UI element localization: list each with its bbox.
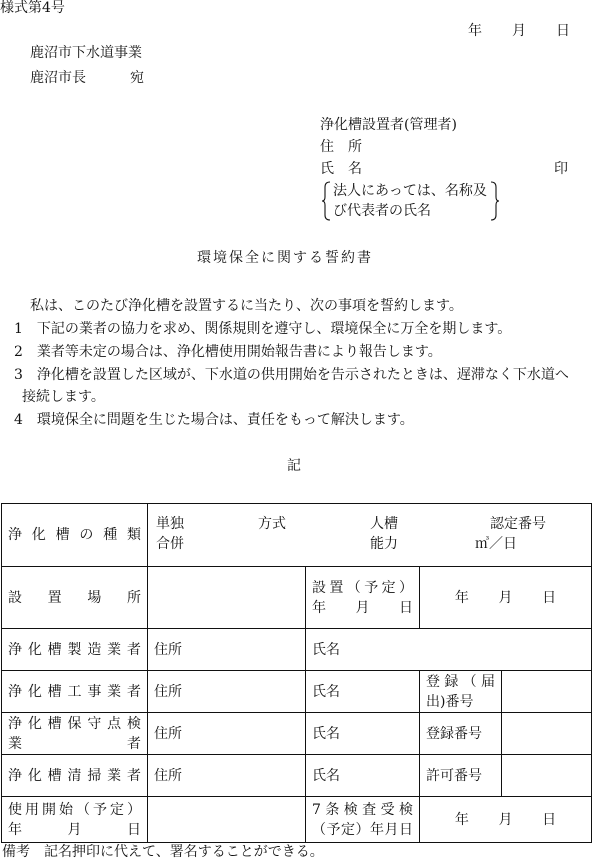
applicant-address: 住 所 [320, 139, 362, 155]
applicant-name: 氏 名 [320, 161, 362, 177]
table-row [2, 671, 592, 713]
setchi-date-label: 設置（予定） 年 月 日 [306, 567, 420, 629]
addressee-mayor: 鹿沼市長 [30, 70, 86, 86]
pledge-item-1: 1 下記の業者の協力を求め、関係規則を遵守し、環境保全に万全を期します。 [14, 321, 512, 337]
location-value [148, 567, 306, 629]
intro-text: 私は、このたび浄化槽を設置するに当たり、次の事項を誓約します。 [30, 298, 463, 314]
tank-type-label: 浄化槽の種類 [2, 504, 148, 567]
remark-text: 備考 記名押印に代えて、署名することができる。 [2, 844, 324, 860]
inspection-date-value: 年 月 日 [420, 797, 592, 843]
maker-address: 住所 [148, 629, 306, 671]
pledge-item-3-cont: 接続します。 [22, 389, 105, 405]
right-bracket [489, 181, 499, 221]
cleaner-permit-value [502, 755, 592, 797]
document-title: 環境保全に関する誓約書 [197, 250, 373, 266]
applicant-note-line1: 法人にあっては、名称及 [333, 183, 487, 199]
ninsou-label: 人槽 [370, 516, 398, 532]
table-row [2, 713, 592, 755]
applicant-role: 浄化槽設置者(管理者) [320, 117, 457, 133]
date-year: 年 [468, 23, 482, 39]
contractor-label: 浄化槽工事業者 [2, 671, 148, 713]
maintenance-label: 浄化槽保守点検 業 者 [2, 713, 148, 755]
maintenance-reg-label: 登録番号 [420, 713, 502, 755]
ki-heading: 記 [287, 458, 301, 474]
pledge-item-4: 4 環境保全に問題を生じた場合は、責任をもって解決します。 [14, 412, 414, 428]
addressee-honorific: 宛 [130, 70, 144, 86]
start-date-value [148, 797, 306, 843]
setchi-date-value: 年 月 日 [420, 567, 592, 629]
details-table [1, 503, 592, 843]
cleaner-name: 氏名 [306, 755, 420, 797]
cleaner-address: 住所 [148, 755, 306, 797]
maintenance-address: 住所 [148, 713, 306, 755]
contractor-reg-label: 登録（届 出)番号 [420, 671, 502, 713]
inspection-label: 7条検査受検 （予定）年月日 [306, 797, 420, 843]
table-row [2, 755, 592, 797]
form-number: 様式第4号 [0, 0, 65, 16]
table-row [2, 629, 592, 671]
cleaner-permit-label: 許可番号 [420, 755, 502, 797]
nouryoku-label: 能力 [370, 536, 398, 552]
pledge-item-2: 2 業者等未定の場合は、浄化槽使用開始報告書により報告します。 [14, 344, 442, 360]
unit-label: ㎥／日 [475, 536, 517, 552]
pledge-item-3: 3 浄化槽を設置した区域が、下水道の供用開始を告示されたときは、遅滞なく下水道へ [14, 367, 569, 383]
left-bracket [322, 181, 332, 221]
start-date-label: 使用開始（予定） 年 月 日 [2, 797, 148, 843]
date-month: 月 [512, 23, 526, 39]
heigou-label: 合併 [156, 536, 184, 552]
cleaner-label: 浄化槽清掃業者 [2, 755, 148, 797]
addressee-org: 鹿沼市下水道事業 [30, 45, 142, 61]
seal-mark: 印 [554, 161, 568, 177]
maintenance-name: 氏名 [306, 713, 420, 755]
tandoku-label: 単独 [156, 516, 184, 532]
contractor-name: 氏名 [306, 671, 420, 713]
table-row [2, 797, 592, 843]
table-row [2, 567, 592, 629]
table-row [2, 504, 592, 567]
maintenance-reg-value [502, 713, 592, 755]
location-label: 設置場所 [2, 567, 148, 629]
maker-label: 浄化槽製造業者 [2, 629, 148, 671]
houshiki-label: 方式 [258, 516, 286, 532]
applicant-note-line2: び代表者の氏名 [333, 203, 431, 219]
nintei-label: 認定番号 [490, 516, 546, 532]
tank-type-cell [148, 504, 592, 567]
maker-name: 氏名 [306, 629, 592, 671]
date-day: 日 [556, 23, 570, 39]
contractor-reg-value [502, 671, 592, 713]
contractor-address: 住所 [148, 671, 306, 713]
